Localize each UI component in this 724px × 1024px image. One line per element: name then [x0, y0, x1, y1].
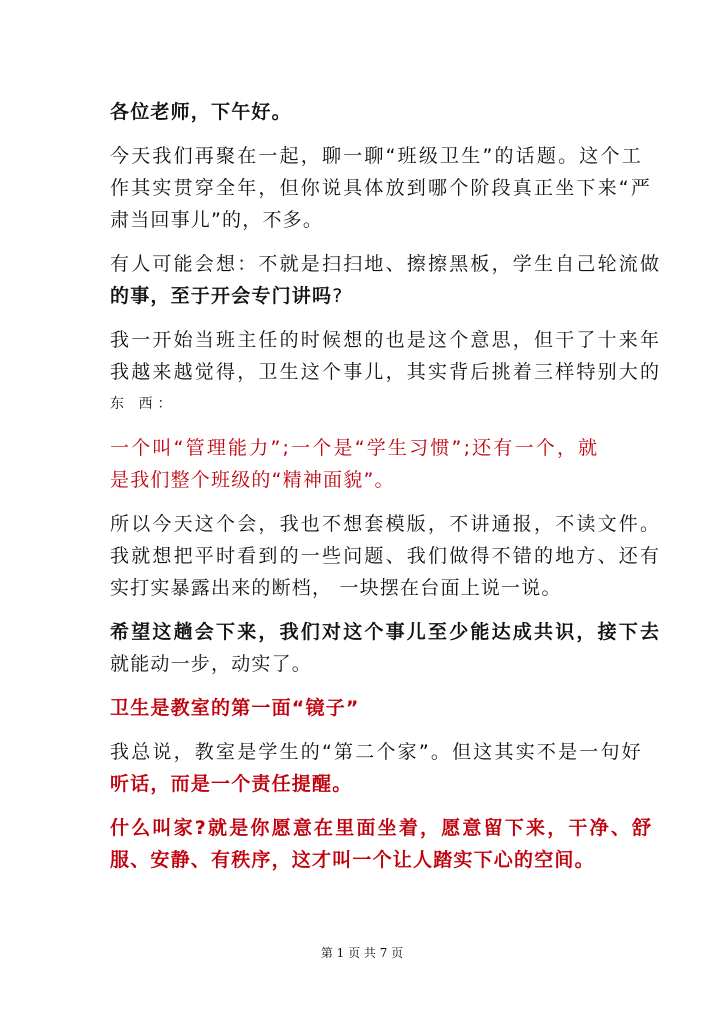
paragraph-3-line-3: 东 西：: [110, 396, 177, 412]
paragraph-3-line-2: 我越来越觉得，卫生这个事儿，其实背后挑着三样特别大的: [110, 361, 662, 383]
paragraph-6-line-2: 听话，而是一个责任提醒。: [110, 773, 353, 795]
document-body: [110, 96, 662, 876]
paragraph-4-line-3: 实打实暴露出来的断档， 一块摆在台面上说一说。: [110, 577, 562, 599]
greeting-line: 各位老师，下午好。: [110, 101, 292, 123]
paragraph-7-line-1: 什么叫家?就是你愿意在里面坐着，愿意留下来，干净、舒: [110, 817, 654, 839]
paragraph-1-line-2: 作其实贯穿全年，但你说具体放到哪个阶段真正坐下来“严: [110, 177, 653, 199]
paragraph-6-line-1: 我总说，教室是学生的“第二个家”。但这其实不是一句好: [110, 741, 643, 763]
paragraph-3-line-1: 我一开始当班主任的时候想的也是这个意思，但干了十来年: [110, 329, 662, 351]
section-heading: 卫生是教室的第一面“镜子”: [110, 697, 360, 719]
paragraph-2-line-2: [110, 280, 625, 312]
paragraph-7-line-2: 服、安静、有秩序，这才叫一个让人踏实下心的空间。: [110, 849, 595, 871]
paragraph-4-line-1: 所以今天这个会，我也不想套模版，不讲通报，不读文件。: [110, 513, 662, 535]
question-mark: ?: [332, 285, 344, 307]
paragraph-5-line-2: 就能动一步，动实了。: [110, 653, 313, 675]
paragraph-5-line-1: 希望这趟会下来，我们对这个事儿至少能达成共识，接下去: [110, 621, 662, 643]
page-number-footer: 第 1 页 共 7 页: [320, 946, 404, 960]
paragraph-1-line-3: 肃当回事儿”的，不多。: [110, 209, 324, 231]
paragraph-2-bold-text: 的事，至于开会专门讲吗: [110, 285, 333, 307]
highlight-line-2: 是我们整个班级的“精神面貌”。: [110, 469, 395, 491]
paragraph-1-line-1: 今天我们再聚在一起，聊一聊“班级卫生”的话题。这个工: [110, 145, 643, 167]
highlight-line-1: 一个叫“管理能力”;一个是“学生习惯”;还有一个，就: [110, 437, 600, 459]
paragraph-2-line-1: 有人可能会想：不就是扫扫地、擦擦黑板，学生自己轮流做: [110, 253, 662, 275]
paragraph-4-line-2: 我就想把平时看到的一些问题、我们做得不错的地方、还有: [110, 545, 662, 567]
